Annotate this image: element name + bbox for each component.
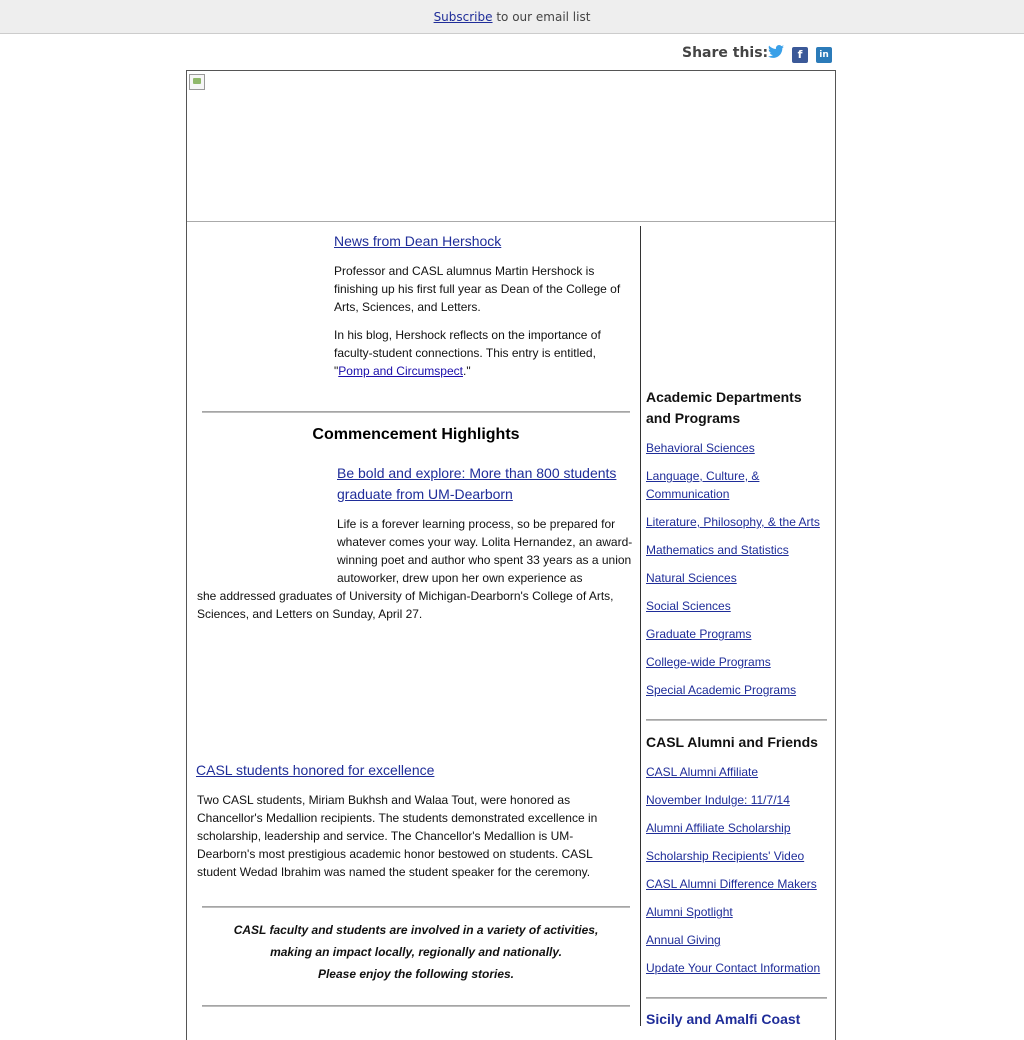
column-divider <box>640 226 641 1026</box>
sidebar-link-language-culture[interactable]: Language, Culture, & Communication <box>646 469 760 501</box>
excellence-headline-wrap <box>196 760 626 781</box>
sidebar-link-literature-philosophy[interactable]: Literature, Philosophy, & the Arts <box>646 515 820 529</box>
linkedin-icon[interactable]: in <box>816 47 832 63</box>
dean-para-2-end: ." <box>462 364 471 378</box>
excellence-body: Two CASL students, Miriam Bukhsh and Walaa Tout, were honored as Chancellor's Medallion recipients. The students demonstrated excellence in scholarship, leadership and service. The Chancellor's Medallion is UM-Dearborn's most prestigious academic honor bestowed on students. CASL student Wedad Ibrahim was named the student speaker for the ceremony. <box>197 793 598 879</box>
broken-image-icon <box>189 74 205 90</box>
sidebar-link-difference-makers[interactable]: CASL Alumni Difference Makers <box>646 877 817 891</box>
twitter-icon[interactable] <box>768 45 784 61</box>
sidebar-link-natural-sciences[interactable]: Natural Sciences <box>646 571 737 585</box>
excellence-article-link[interactable]: CASL students honored for excellence <box>196 762 435 778</box>
commencement-headline-wrap <box>337 463 633 505</box>
subscribe-text: to our email list <box>492 10 591 24</box>
dean-news-link[interactable]: News from Dean Hershock <box>334 233 502 249</box>
share-label: Share this: <box>682 45 769 61</box>
sidebar-divider <box>646 719 827 721</box>
sidebar-link-affiliate-scholarship[interactable]: Alumni Affiliate Scholarship <box>646 821 791 835</box>
sidebar-link-mathematics[interactable]: Mathematics and Statistics <box>646 543 789 557</box>
dean-para-2 <box>334 326 632 380</box>
section-divider <box>202 1005 630 1007</box>
section-divider <box>202 906 630 908</box>
commencement-article-link[interactable]: Be bold and explore: More than 800 students graduate from UM-Dearborn <box>337 465 617 502</box>
header-image <box>187 71 835 222</box>
sidebar-link-alumni-affiliate[interactable]: CASL Alumni Affiliate <box>646 765 759 779</box>
sidebar-divider <box>646 997 827 999</box>
sidebar-link-alumni-spotlight[interactable]: Alumni Spotlight <box>646 905 733 919</box>
facebook-icon[interactable]: f <box>792 47 808 63</box>
sidebar-link-social-sciences[interactable]: Social Sciences <box>646 599 731 613</box>
alumni-title: CASL Alumni and Friends <box>646 734 818 750</box>
subscribe-link[interactable]: Subscribe <box>433 10 493 24</box>
activities-quote <box>200 919 632 985</box>
sidebar-link-graduate-programs[interactable]: Graduate Programs <box>646 627 752 641</box>
sidebar-link-update-contact[interactable]: Update Your Contact Information <box>646 961 821 975</box>
pomp-and-circumspect-link[interactable]: Pomp and Circumspect <box>338 364 463 378</box>
dean-headline-wrap <box>334 231 634 252</box>
sidebar-link-annual-giving[interactable]: Annual Giving <box>646 933 721 947</box>
sicily-trip-title[interactable]: Sicily and Amalfi Coast <box>646 1011 801 1027</box>
commencement-title: Commencement Highlights <box>312 426 520 443</box>
dean-para-1: Professor and CASL alumnus Martin Hershock is finishing up his first full year as Dean of the College of Arts, Sciences, and Letters. <box>334 264 621 314</box>
section-divider <box>202 411 630 413</box>
quote-line-3: Please enjoy the following stories. <box>317 967 515 981</box>
quote-line-2: making an impact locally, regionally and nationally. <box>270 945 562 959</box>
sidebar-link-scholarship-video[interactable]: Scholarship Recipients' Video <box>646 849 805 863</box>
sidebar-link-november-indulge[interactable]: November Indulge: 11/7/14 <box>646 793 790 807</box>
sidebar-link-special-programs[interactable]: Special Academic Programs <box>646 683 797 697</box>
share-bar <box>682 42 842 64</box>
commencement-body-full: she addressed graduates of University of Michigan-Dearborn's College of Arts, Sciences, and Letters on Sunday, April 27. <box>197 589 614 621</box>
commencement-body-indented: Life is a forever learning process, so be prepared for whatever comes your way. Lolita Hernandez, an award-winning poet and author who spent 33 years as a union autoworker, drew upon her own experience as <box>337 517 633 585</box>
sidebar-link-college-wide[interactable]: College-wide Programs <box>646 655 771 669</box>
subscribe-bar <box>0 0 1024 34</box>
sidebar-link-behavioral-sciences[interactable]: Behavioral Sciences <box>646 441 755 455</box>
dean-para-2-text: In his blog, Hershock reflects on the importance of faculty-student connections. This entry is entitled, " <box>334 328 601 378</box>
departments-title: Academic Departments and Programs <box>646 389 802 426</box>
quote-line-1: CASL faculty and students are involved in a variety of activities, <box>233 923 599 937</box>
